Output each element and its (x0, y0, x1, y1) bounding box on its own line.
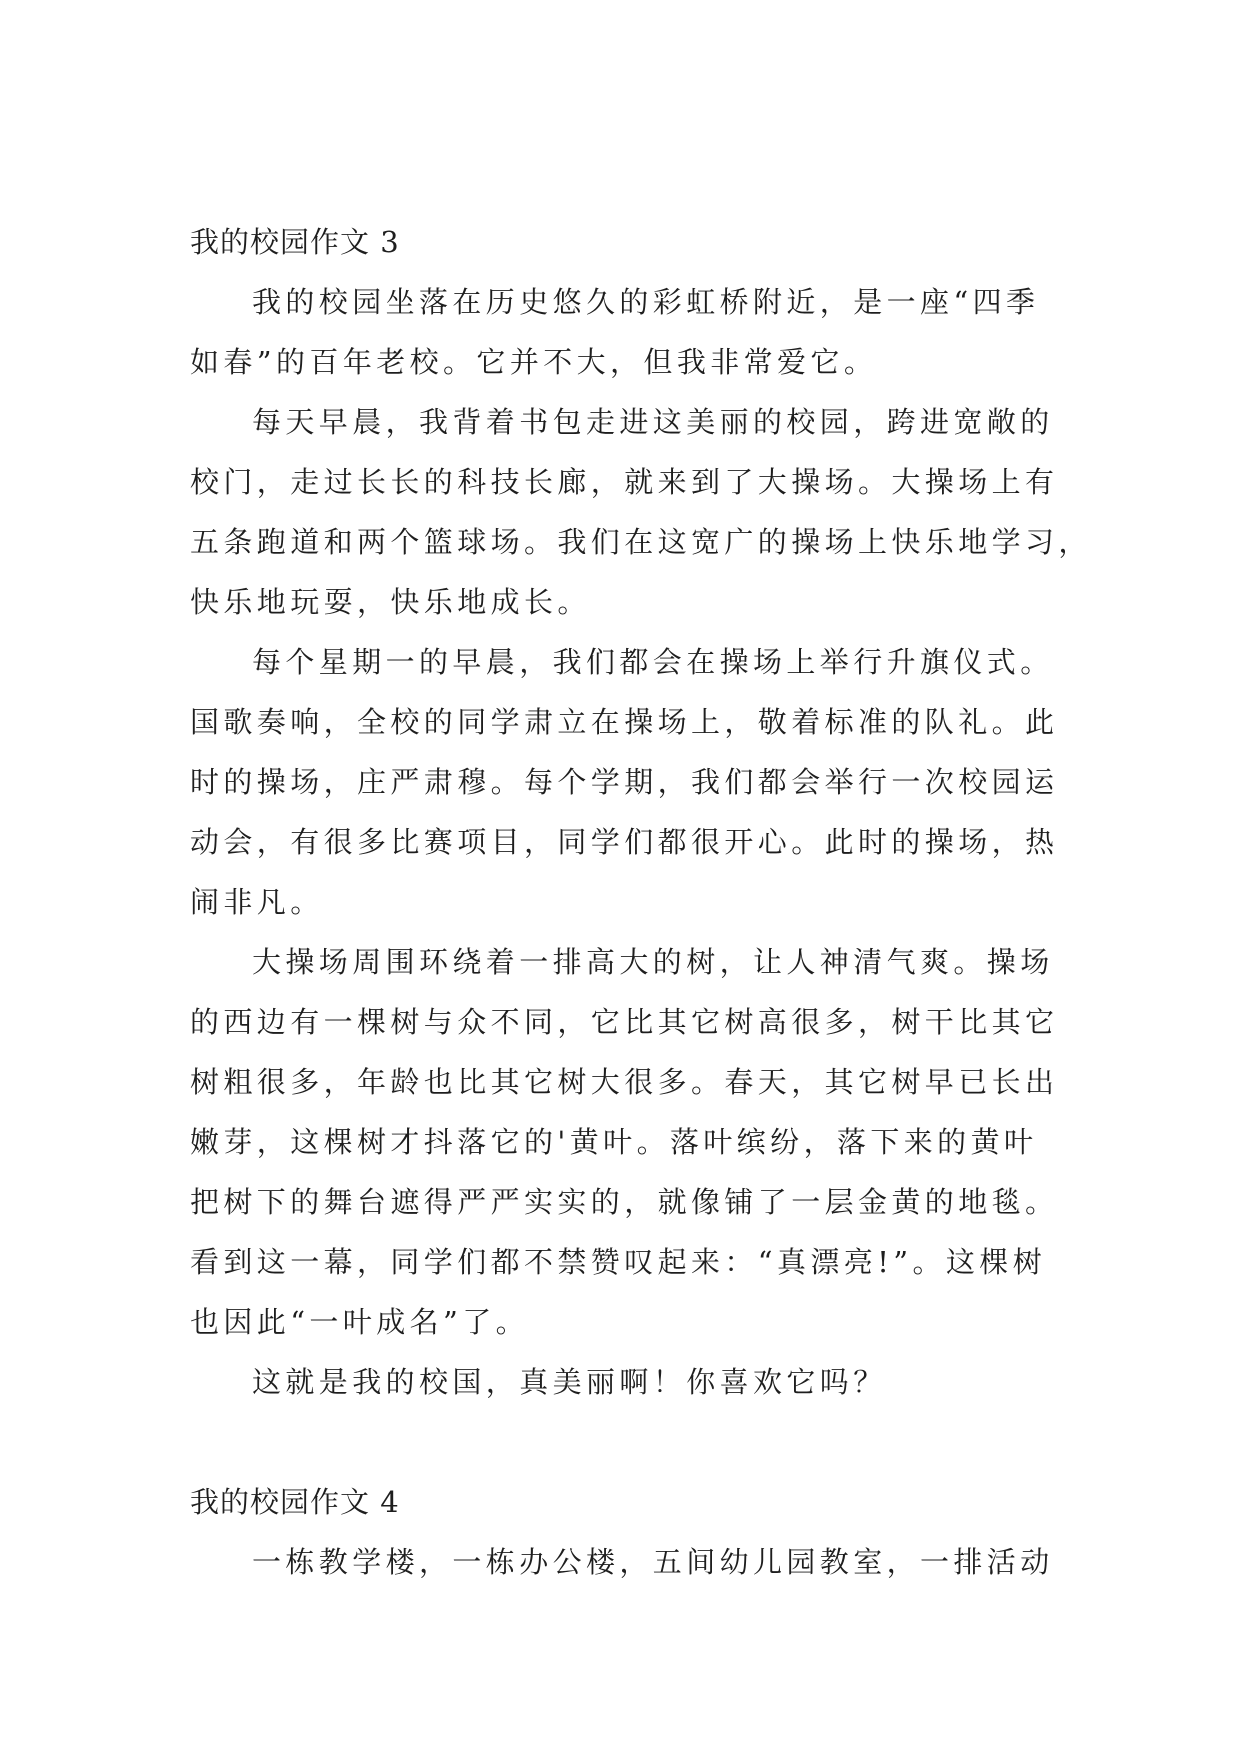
essay-3-line: 看到这一幕，同学们都不禁赞叹起来：“真漂亮!”。这棵树 (190, 1245, 1047, 1279)
essay-3-line: 时的操场，庄严肃穆。每个学期，我们都会举行一次校园运 (190, 765, 1059, 799)
essay-3-line: 也因此“一叶成名”了。 (190, 1305, 530, 1339)
essay-3-line: 大操场周围环绕着一排高大的树，让人神清气爽。操场 (252, 945, 1054, 979)
essay-3-line: 快乐地玩耍，快乐地成长。 (190, 585, 591, 619)
essay-4-title: 我的校园作文 4 (190, 1485, 400, 1519)
essay-3-line: 的西边有一棵树与众不同，它比其它树高很多，树干比其它 (190, 1005, 1059, 1039)
essay-3-line: 如春”的百年老校。它并不大，但我非常爱它。 (190, 345, 878, 379)
essay-4-line: 一栋教学楼，一栋办公楼，五间幼儿园教室，一排活动 (252, 1545, 1054, 1579)
essay-3-line: 我的校园坐落在历史悠久的彩虹桥附近，是一座“四季 (252, 285, 1040, 319)
essay-3-line: 闹非凡。 (190, 885, 324, 919)
essay-3-line: 这就是我的校国，真美丽啊！你喜欢它吗？ (252, 1365, 887, 1399)
essay-3-line: 校门，走过长长的科技长廊，就来到了大操场。大操场上有 (190, 465, 1059, 499)
essay-3-line: 把树下的舞台遮得严严实实的，就像铺了一层金黄的地毯。 (190, 1185, 1059, 1219)
essay-3-line: 五条跑道和两个篮球场。我们在这宽广的操场上快乐地学习， (190, 525, 1092, 559)
essay-3-line: 嫩芽，这棵树才抖落它的'黄叶。落叶缤纷，落下来的黄叶 (190, 1125, 1038, 1159)
essay-3-title: 我的校园作文 3 (190, 225, 400, 259)
essay-3-line: 每个星期一的早晨，我们都会在操场上举行升旗仪式。 (252, 645, 1054, 679)
essay-3-line: 树粗很多，年龄也比其它树大很多。春天，其它树早已长出 (190, 1065, 1059, 1099)
essay-3-line: 动会，有很多比赛项目，同学们都很开心。此时的操场，热 (190, 825, 1059, 859)
essay-3-line: 国歌奏响，全校的同学肃立在操场上，敬着标准的队礼。此 (190, 705, 1059, 739)
essay-3-line: 每天早晨，我背着书包走进这美丽的校园，跨进宽敞的 (252, 405, 1054, 439)
